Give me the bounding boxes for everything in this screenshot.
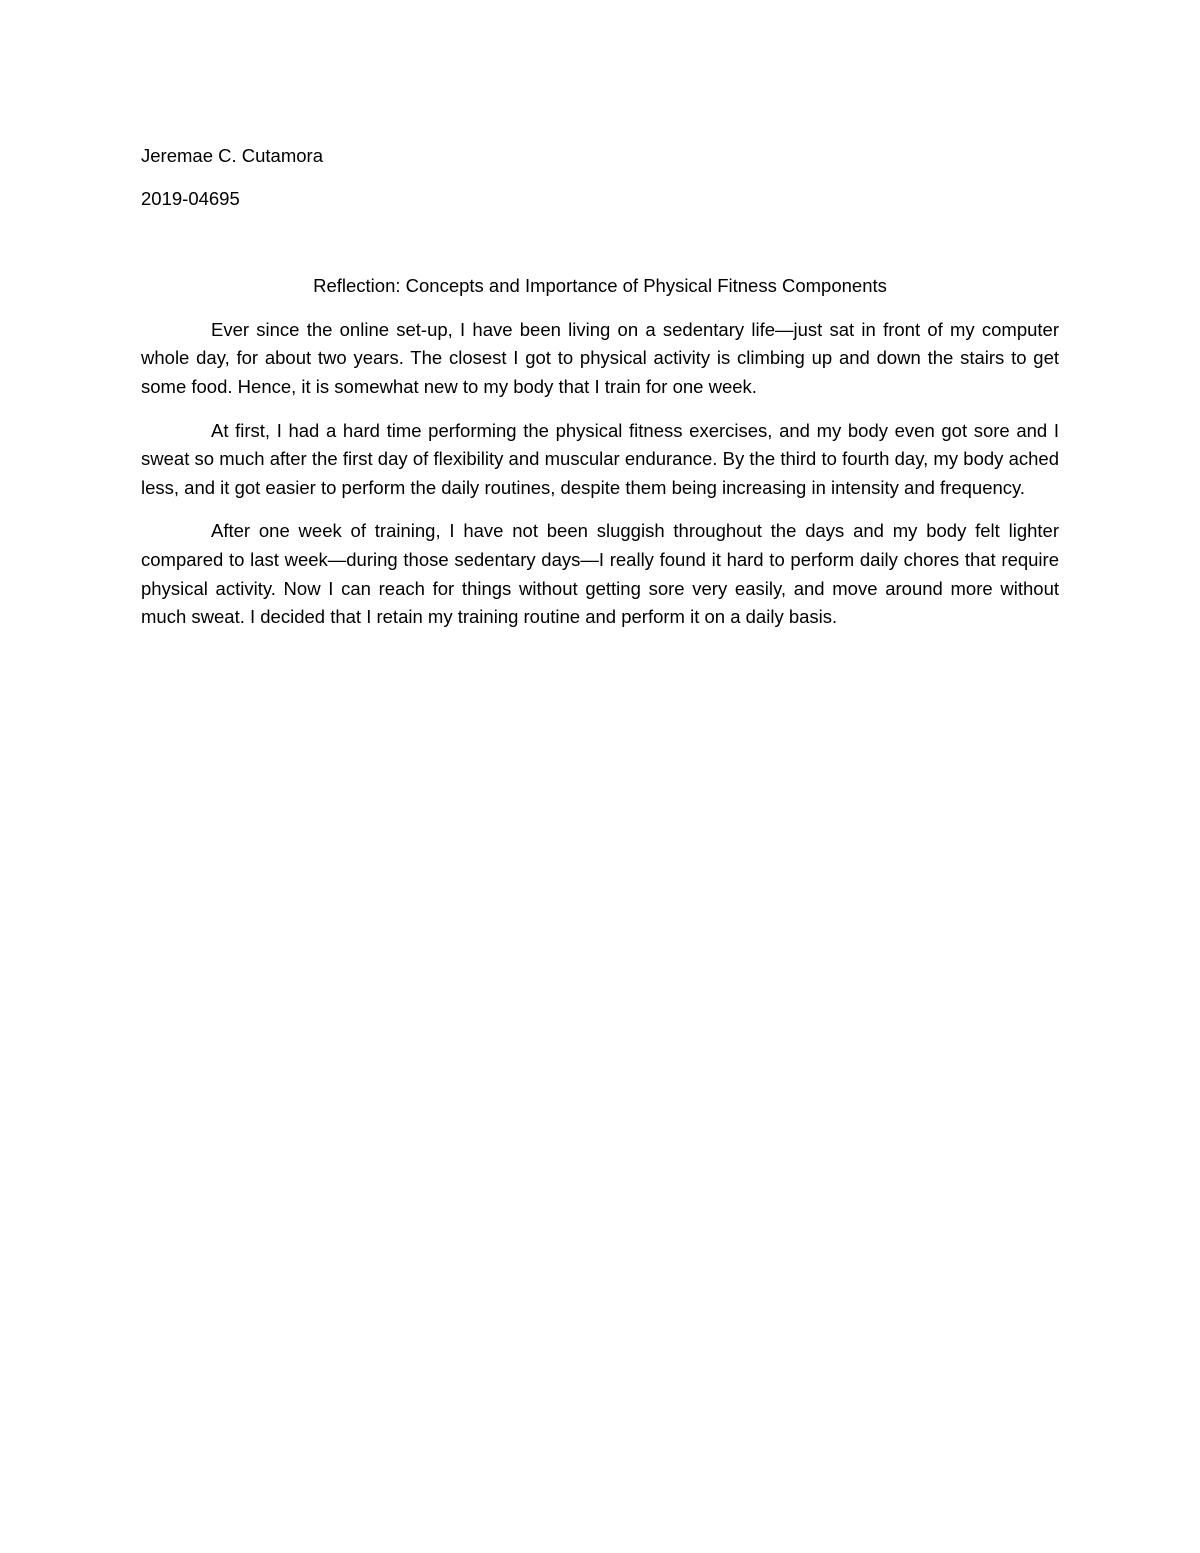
student-number: 2019-04695: [141, 187, 240, 209]
document-body: [141, 142, 1059, 647]
document-title: Reflection: Concepts and Importance of Physical Fitness Components: [313, 275, 887, 297]
body-paragraph-3: After one week of training, I have not been sluggish throughout the days and my body felt lighter compared to last week—during those sedentary days—I really found it hard to perform daily chores that require physical activity. Now I can reach for things without getting sore very easily, and move around more without much sweat. I decided that I retain my training routine and perform it on a daily basis.: [141, 520, 1059, 628]
body-paragraph-2: At first, I had a hard time performing the physical fitness exercises, and my body even got sore and I sweat so much after the first day of flexibility and muscular endurance. By the third to fourth day, my body ached less, and it got easier to perform the daily routines, despite them being increasing in intensity and frequency.: [141, 419, 1059, 498]
body-paragraph-1: Ever since the online set-up, I have been living on a sedentary life—just sat in front of my computer whole day, for about two years. The closest I got to physical activity is climbing up and down the stairs to get some food. Hence, it is somewhat new to my body that I train for one week.: [141, 318, 1059, 397]
author-name: Jeremae C. Cutamora: [141, 145, 323, 166]
